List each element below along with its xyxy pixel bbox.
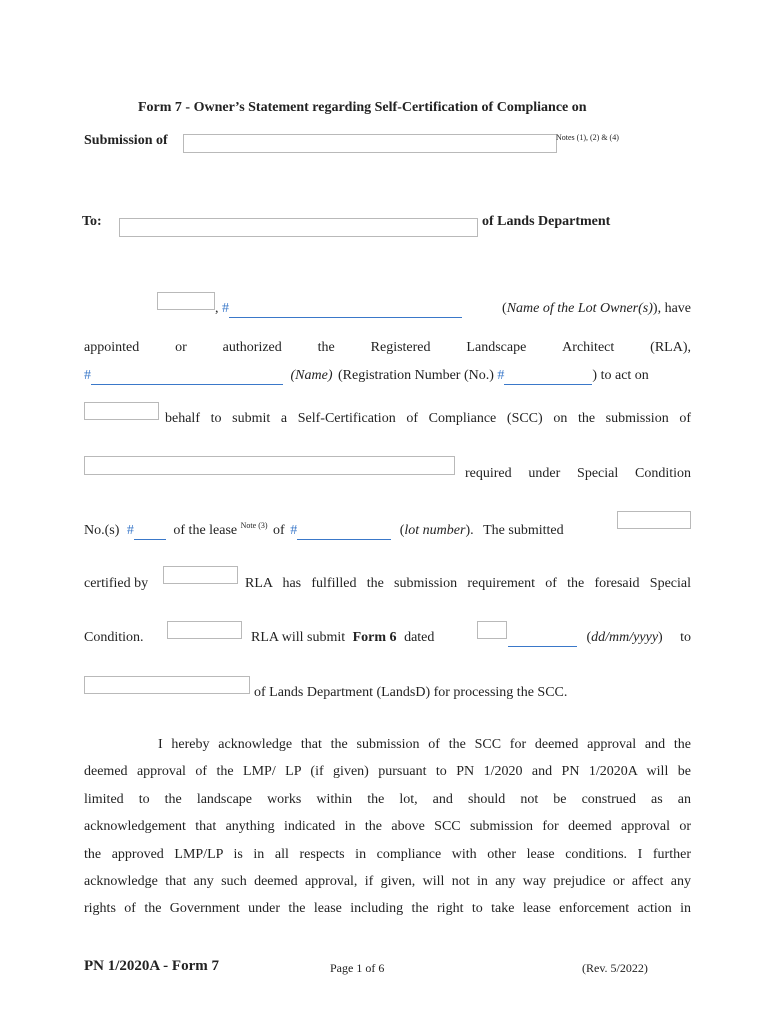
ack-line: deemed approval of the LMP/ LP (if given) pursuant to PN 1/2020 and PN 1/2020A will be: [84, 764, 691, 780]
submission-date-blank[interactable]: [508, 630, 577, 647]
notes-reference: Notes (1), (2) & (4): [556, 133, 619, 142]
district-office-field[interactable]: [119, 218, 478, 237]
footer-page-number: Page 1 of 6: [330, 961, 385, 975]
owner-title-field[interactable]: [157, 292, 215, 310]
word: (RLA),: [650, 340, 691, 355]
date-prefix-field[interactable]: [477, 621, 507, 639]
ack-line: acknowledgement that anything indicated in the above SCC submission for deemed approval or: [84, 819, 691, 835]
rla-title-field-2[interactable]: [167, 621, 242, 639]
submission-of-label: Submission of: [84, 133, 168, 148]
certified-by-label: certified by: [84, 576, 149, 591]
word: the: [317, 340, 335, 355]
owner-name-blank[interactable]: [229, 301, 462, 318]
ack-line: I hereby acknowledge that the submission of the SCC for deemed approval and the: [158, 737, 691, 752]
lease-line: No.(s) # of the lease $^{Note (3)}$ of # (lot number). The submitted: [84, 521, 564, 538]
special-condition-number-blank[interactable]: [134, 523, 166, 540]
owner-behalf-field[interactable]: [84, 402, 159, 420]
registration-number-blank[interactable]: [504, 368, 592, 385]
fulfilled-line: RLA has fulfilled the submission requirement of the foresaid Special: [245, 576, 691, 591]
form-title: Form 7 - Owner’s Statement regarding Self-Certification of Compliance on: [138, 100, 587, 115]
submission-item-field[interactable]: [84, 456, 455, 475]
owner-name-hint: Name of the Lot Owner(s): [506, 301, 653, 316]
lot-number-blank[interactable]: [297, 523, 391, 540]
ack-line: the approved LMP/LP is in all respects in compliance with other lease conditions. I further: [84, 846, 691, 862]
submitted-item-field[interactable]: [617, 511, 691, 529]
ack-line: acknowledge that any such deemed approval, if given, will not in any way prejudice or affect any: [84, 874, 691, 890]
condition-label: Condition.: [84, 630, 144, 645]
rla-name-line: # (Name) (Registration Number (No.) # ) to act on: [84, 368, 649, 383]
ack-line: rights of the Government under the lease including the right to take lease enforcement action in: [84, 901, 691, 917]
word: Landscape: [466, 340, 527, 355]
appointed-line: [84, 340, 691, 356]
acknowledgement-paragraph: [84, 731, 691, 923]
to-label: To:: [82, 214, 102, 229]
rla-submit-text: RLA will submit Form 6 dated: [251, 630, 435, 645]
district-office-field-2[interactable]: [84, 676, 250, 694]
date-line: (dd/mm/yyyy) to: [508, 630, 691, 647]
word: Architect: [562, 340, 615, 355]
footer-form-id: PN 1/2020A - Form 7: [84, 958, 219, 974]
word: appointed: [84, 340, 140, 355]
word: Registered: [370, 340, 431, 355]
word: or: [175, 340, 187, 355]
submission-type-field[interactable]: [183, 134, 557, 153]
owner-line: , # (Name of the Lot Owner(s)), have: [215, 301, 691, 316]
special-condition-line: required under Special Condition: [465, 466, 691, 481]
footer-revision: (Rev. 5/2022): [582, 961, 648, 975]
word: authorized: [222, 340, 282, 355]
lands-department-label: of Lands Department: [482, 214, 611, 229]
processing-line: of Lands Department (LandsD) for processing the SCC.: [254, 685, 568, 700]
rla-name-blank[interactable]: [91, 368, 283, 385]
ack-line: limited to the landscape works within the lot, and should not be construed as an: [84, 791, 691, 807]
rla-title-field[interactable]: [163, 566, 238, 584]
behalf-line: behalf to submit a Self-Certification of Compliance (SCC) on the submission of: [165, 411, 691, 426]
